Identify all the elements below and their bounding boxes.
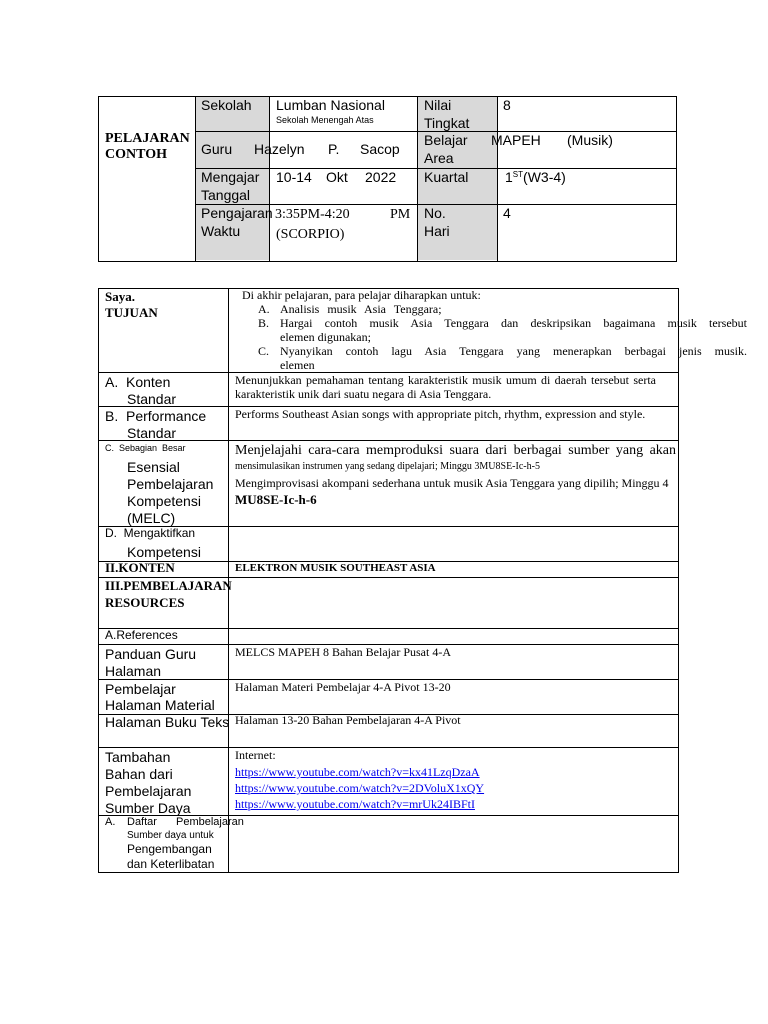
objective-b-line1: Hargai contoh musik Asia Tenggara dan deskripsikan bagaimana musik tersebut: [280, 316, 747, 330]
guru-name-1: Hazelyn: [254, 141, 305, 157]
kuartal-weeks: (W3-4): [523, 169, 566, 185]
melc-line2: mensimulasikan instrumen yang sedang dipelajari; Minggu 3MU8SE-Ic-h-5: [235, 461, 540, 472]
objective-b-marker: B.: [258, 316, 270, 330]
mengaktifkan-label-1: D. Mengaktifkan: [105, 526, 196, 540]
objective-c-line1: Nyanyikan contoh lagu Asia Tenggara yang menerapkan berbagai jenis musik.: [280, 344, 747, 358]
konten-standar-line1: Menunjukkan pemahaman tentang karakteristik musik umum di daerah tersebut serta: [235, 373, 656, 387]
waktu-label-2: Waktu: [201, 223, 241, 239]
melc-line3: Mengimprovisasi akompani sederhana untuk musik Asia Tenggara yang dipilih; Minggu 4: [235, 476, 669, 490]
objective-a-marker: A.: [258, 302, 270, 316]
tanggal-value-3: 2022: [365, 169, 397, 185]
konten-label: II.KONTEN: [105, 560, 175, 575]
internet-label: Internet:: [235, 748, 276, 762]
objective-c-marker: C.: [258, 344, 270, 358]
daftar-label-2: Sumber daya untuk: [127, 830, 214, 841]
daftar-label-1c: Pembelajaran: [176, 816, 244, 828]
resources-label-1: III.PEMBELAJARAN: [105, 578, 232, 593]
objective-c-line2: elemen: [280, 358, 315, 372]
sekolah-sub: Sekolah Menengah Atas: [276, 115, 374, 125]
material-label-1: Pembelajar: [105, 681, 176, 697]
guru-halaman-label-2: Halaman: [105, 663, 162, 679]
guru-name-3: Sacop: [360, 141, 400, 157]
waktu-value-1b: PM: [390, 207, 411, 222]
tanggal-label-2: Tanggal: [201, 187, 251, 203]
melc-label-3: Pembelajaran: [127, 476, 214, 492]
hari-label-2: Hari: [424, 223, 450, 239]
konten-standar-label-1: A. Konten: [105, 374, 171, 390]
youtube-link-1[interactable]: https://www.youtube.com/watch?v=kx41LzqDzaA: [235, 765, 480, 779]
tambahan-label-3: Pembelajaran: [105, 783, 192, 799]
youtube-link-3[interactable]: https://www.youtube.com/watch?v=mrUk24IBFtI: [235, 797, 475, 811]
nilai-label-2: Tingkat: [424, 115, 470, 131]
resources-label-2: RESOURCES: [105, 595, 185, 610]
melc-label-2: Esensial: [127, 459, 180, 475]
material-label-2: Halaman Material: [105, 697, 215, 713]
waktu-label-1: Pengajaran: [201, 205, 273, 221]
performance-standar-text: Performs Southeast Asian songs with appropriate pitch, rhythm, expression and style.: [235, 407, 646, 421]
mengaktifkan-label-2: Kompetensi: [127, 544, 201, 560]
nilai-value: 8: [503, 97, 511, 113]
guru-halaman-value: MELCS MAPEH 8 Bahan Belajar Pusat 4-A: [235, 645, 451, 659]
konten-standar-line2: karakteristik unik dari suatu negara di Asia Tenggara.: [235, 387, 492, 401]
tanggal-value-1: 10-14: [276, 169, 312, 185]
area-label-2: Area: [424, 150, 454, 166]
melc-label-4: Kompetensi: [127, 493, 201, 509]
lesson-title-line2: CONTOH: [105, 147, 167, 162]
kuartal-value: [505, 169, 566, 185]
area-label-1b: MAPEH: [491, 132, 541, 148]
melc-label-5: (MELC): [127, 510, 176, 526]
guru-name-2: P.: [328, 141, 340, 157]
performance-standar-label-1: B. Performance: [105, 408, 207, 424]
kuartal-number: 1: [505, 169, 513, 185]
guru-label: Guru: [201, 141, 233, 157]
tambahan-label-2: Bahan dari: [105, 766, 173, 782]
buku-teks-label: Halaman Buku Teks: [105, 714, 230, 730]
references-label: A.References: [105, 628, 178, 642]
hari-label-1: No.: [424, 205, 446, 221]
tambahan-label-1: Tambahan: [105, 749, 171, 765]
tanggal-value-2: Okt: [326, 169, 348, 185]
tanggal-label-1: Mengajar: [201, 169, 260, 185]
tujuan-label-2: TUJUAN: [105, 305, 158, 320]
konten-standar-label-2: Standar: [127, 391, 177, 407]
melc-line1: Menjelajahi cara-cara memproduksi suara dari berbagai sumber yang akan: [235, 443, 676, 458]
material-value: Halaman Materi Pembelajar 4-A Pivot 13-20: [235, 680, 451, 694]
kuartal-sup: ST: [512, 170, 524, 179]
nilai-label-1: Nilai: [424, 97, 452, 113]
area-label-1c: (Musik): [567, 132, 613, 148]
youtube-link-2[interactable]: https://www.youtube.com/watch?v=2DVoluX1xQY: [235, 781, 485, 795]
konten-value: ELEKTRON MUSIK SOUTHEAST ASIA: [235, 562, 436, 574]
daftar-label-4: dan Keterlibatan: [127, 857, 215, 871]
guru-halaman-label-1: Panduan Guru: [105, 646, 197, 662]
waktu-value-1a: 3:35PM-4:20: [275, 207, 350, 222]
objective-a: Analisis musik Asia Tenggara;: [280, 302, 442, 316]
sekolah-value: Lumban Nasional: [276, 97, 385, 113]
area-label-1a: Belajar: [424, 132, 468, 148]
sekolah-label: Sekolah: [201, 97, 252, 113]
tambahan-label-4: Sumber Daya: [105, 800, 191, 816]
waktu-value-2: (SCORPIO): [276, 227, 345, 242]
tujuan-label-1: Saya.: [105, 289, 135, 304]
buku-teks-value: Halaman 13-20 Bahan Pembelajaran 4-A Pivot: [235, 713, 461, 727]
lesson-title-line1: PELAJARAN: [105, 131, 190, 146]
daftar-label-1a: A.: [105, 816, 116, 828]
hari-value: 4: [503, 205, 511, 221]
daftar-label-3: Pengembangan: [127, 842, 212, 856]
daftar-label-1b: Daftar: [127, 816, 157, 828]
tujuan-intro: Di akhir pelajaran, para pelajar diharapkan untuk:: [242, 288, 481, 302]
melc-label-1: C. Sebagian Besar: [105, 443, 186, 453]
melc-line4: MU8SE-Ic-h-6: [235, 492, 317, 507]
performance-standar-label-2: Standar: [127, 425, 177, 441]
kuartal-label: Kuartal: [424, 169, 469, 185]
objective-b-line2: elemen digunakan;: [280, 330, 371, 344]
